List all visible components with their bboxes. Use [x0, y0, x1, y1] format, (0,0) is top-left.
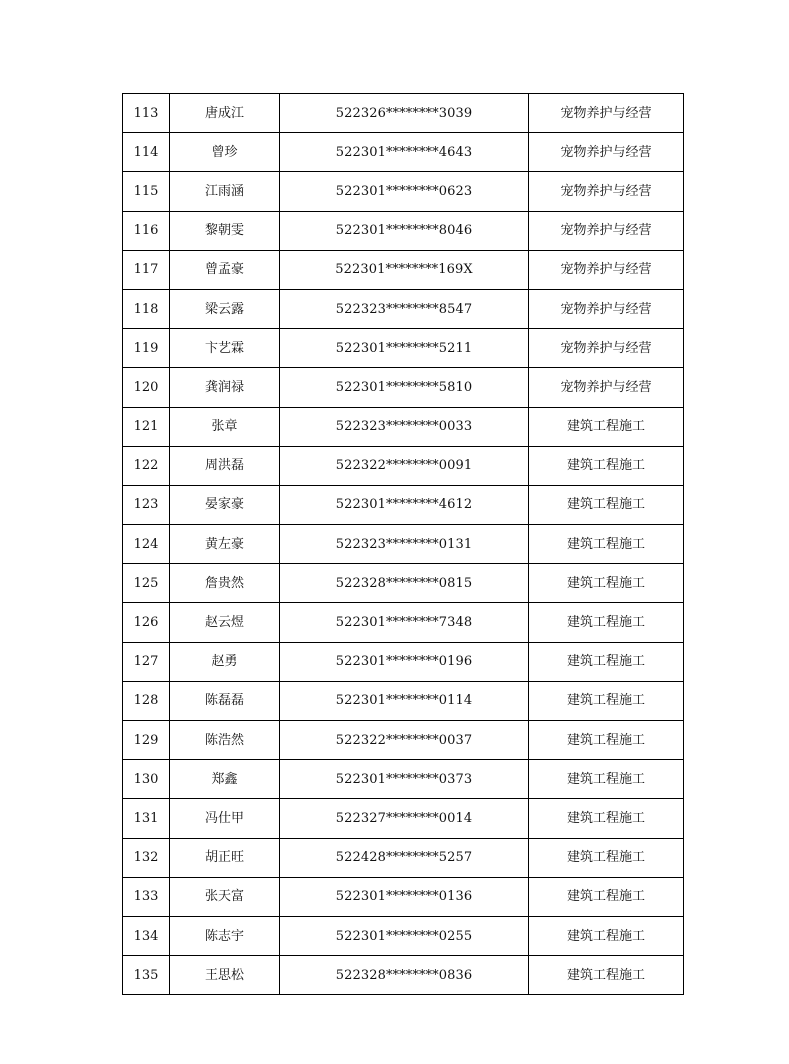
student-name-cell: 卞艺霖 [170, 329, 280, 368]
table-row [123, 681, 684, 720]
student-name-cell: 赵勇 [170, 642, 280, 681]
id-number-cell: 522301********0136 [280, 877, 529, 916]
row-number-cell: 126 [123, 603, 170, 642]
student-name-cell: 龚润禄 [170, 368, 280, 407]
roster-table [122, 93, 684, 995]
id-number-cell: 522301********0623 [280, 172, 529, 211]
student-name-cell: 郑鑫 [170, 760, 280, 799]
table-row [123, 289, 684, 328]
row-number-cell: 131 [123, 799, 170, 838]
major-cell: 建筑工程施工 [529, 877, 684, 916]
student-name-cell: 曾珍 [170, 133, 280, 172]
table-row [123, 133, 684, 172]
row-number-cell: 121 [123, 407, 170, 446]
student-name-cell: 胡正旺 [170, 838, 280, 877]
row-number-cell: 122 [123, 446, 170, 485]
id-number-cell: 522323********0033 [280, 407, 529, 446]
student-name-cell: 王思松 [170, 956, 280, 995]
table-row [123, 525, 684, 564]
table-row [123, 760, 684, 799]
major-cell: 建筑工程施工 [529, 838, 684, 877]
id-number-cell: 522301********0114 [280, 681, 529, 720]
student-name-cell: 曾孟豪 [170, 250, 280, 289]
row-number-cell: 117 [123, 250, 170, 289]
table-row [123, 916, 684, 955]
student-name-cell: 黎朝雯 [170, 211, 280, 250]
id-number-cell: 522301********0255 [280, 916, 529, 955]
major-cell: 宠物养护与经营 [529, 211, 684, 250]
row-number-cell: 114 [123, 133, 170, 172]
major-cell: 建筑工程施工 [529, 564, 684, 603]
id-number-cell: 522301********0373 [280, 760, 529, 799]
student-name-cell: 张天富 [170, 877, 280, 916]
major-cell: 宠物养护与经营 [529, 172, 684, 211]
table-row [123, 250, 684, 289]
student-name-cell: 詹贵然 [170, 564, 280, 603]
row-number-cell: 134 [123, 916, 170, 955]
row-number-cell: 129 [123, 721, 170, 760]
row-number-cell: 133 [123, 877, 170, 916]
id-number-cell: 522428********5257 [280, 838, 529, 877]
id-number-cell: 522323********0131 [280, 525, 529, 564]
id-number-cell: 522326********3039 [280, 94, 529, 133]
student-name-cell: 江雨涵 [170, 172, 280, 211]
table-row [123, 94, 684, 133]
table-row [123, 799, 684, 838]
major-cell: 宠物养护与经营 [529, 250, 684, 289]
row-number-cell: 115 [123, 172, 170, 211]
student-name-cell: 周洪磊 [170, 446, 280, 485]
student-name-cell: 陈浩然 [170, 721, 280, 760]
row-number-cell: 119 [123, 329, 170, 368]
row-number-cell: 120 [123, 368, 170, 407]
table-row [123, 211, 684, 250]
row-number-cell: 127 [123, 642, 170, 681]
student-name-cell: 张章 [170, 407, 280, 446]
table-row [123, 642, 684, 681]
major-cell: 建筑工程施工 [529, 642, 684, 681]
student-name-cell: 黄左豪 [170, 525, 280, 564]
row-number-cell: 135 [123, 956, 170, 995]
table-row [123, 603, 684, 642]
major-cell: 建筑工程施工 [529, 760, 684, 799]
id-number-cell: 522301********4612 [280, 485, 529, 524]
row-number-cell: 132 [123, 838, 170, 877]
major-cell: 建筑工程施工 [529, 956, 684, 995]
major-cell: 建筑工程施工 [529, 721, 684, 760]
major-cell: 宠物养护与经营 [529, 368, 684, 407]
table-row [123, 485, 684, 524]
row-number-cell: 124 [123, 525, 170, 564]
major-cell: 建筑工程施工 [529, 407, 684, 446]
id-number-cell: 522301********8046 [280, 211, 529, 250]
table-row [123, 329, 684, 368]
row-number-cell: 113 [123, 94, 170, 133]
table-row [123, 368, 684, 407]
row-number-cell: 118 [123, 289, 170, 328]
major-cell: 建筑工程施工 [529, 446, 684, 485]
table-row [123, 956, 684, 995]
student-name-cell: 唐成江 [170, 94, 280, 133]
id-number-cell: 522328********0836 [280, 956, 529, 995]
id-number-cell: 522328********0815 [280, 564, 529, 603]
id-number-cell: 522301********0196 [280, 642, 529, 681]
id-number-cell: 522322********0037 [280, 721, 529, 760]
major-cell: 宠物养护与经营 [529, 289, 684, 328]
row-number-cell: 130 [123, 760, 170, 799]
id-number-cell: 522301********5211 [280, 329, 529, 368]
table-row [123, 564, 684, 603]
id-number-cell: 522323********8547 [280, 289, 529, 328]
table-row [123, 172, 684, 211]
row-number-cell: 123 [123, 485, 170, 524]
student-name-cell: 陈志宇 [170, 916, 280, 955]
roster-table-body [123, 94, 684, 995]
table-row [123, 721, 684, 760]
major-cell: 建筑工程施工 [529, 799, 684, 838]
id-number-cell: 522327********0014 [280, 799, 529, 838]
student-name-cell: 晏家豪 [170, 485, 280, 524]
major-cell: 建筑工程施工 [529, 681, 684, 720]
major-cell: 宠物养护与经营 [529, 94, 684, 133]
row-number-cell: 128 [123, 681, 170, 720]
id-number-cell: 522301********4643 [280, 133, 529, 172]
id-number-cell: 522301********7348 [280, 603, 529, 642]
id-number-cell: 522301********169X [280, 250, 529, 289]
row-number-cell: 116 [123, 211, 170, 250]
major-cell: 宠物养护与经营 [529, 329, 684, 368]
table-row [123, 838, 684, 877]
id-number-cell: 522301********5810 [280, 368, 529, 407]
table-row [123, 877, 684, 916]
major-cell: 建筑工程施工 [529, 916, 684, 955]
student-name-cell: 陈磊磊 [170, 681, 280, 720]
major-cell: 宠物养护与经营 [529, 133, 684, 172]
table-row [123, 446, 684, 485]
major-cell: 建筑工程施工 [529, 603, 684, 642]
id-number-cell: 522322********0091 [280, 446, 529, 485]
row-number-cell: 125 [123, 564, 170, 603]
student-name-cell: 赵云煜 [170, 603, 280, 642]
student-name-cell: 梁云露 [170, 289, 280, 328]
major-cell: 建筑工程施工 [529, 485, 684, 524]
major-cell: 建筑工程施工 [529, 525, 684, 564]
student-name-cell: 冯仕甲 [170, 799, 280, 838]
table-row [123, 407, 684, 446]
